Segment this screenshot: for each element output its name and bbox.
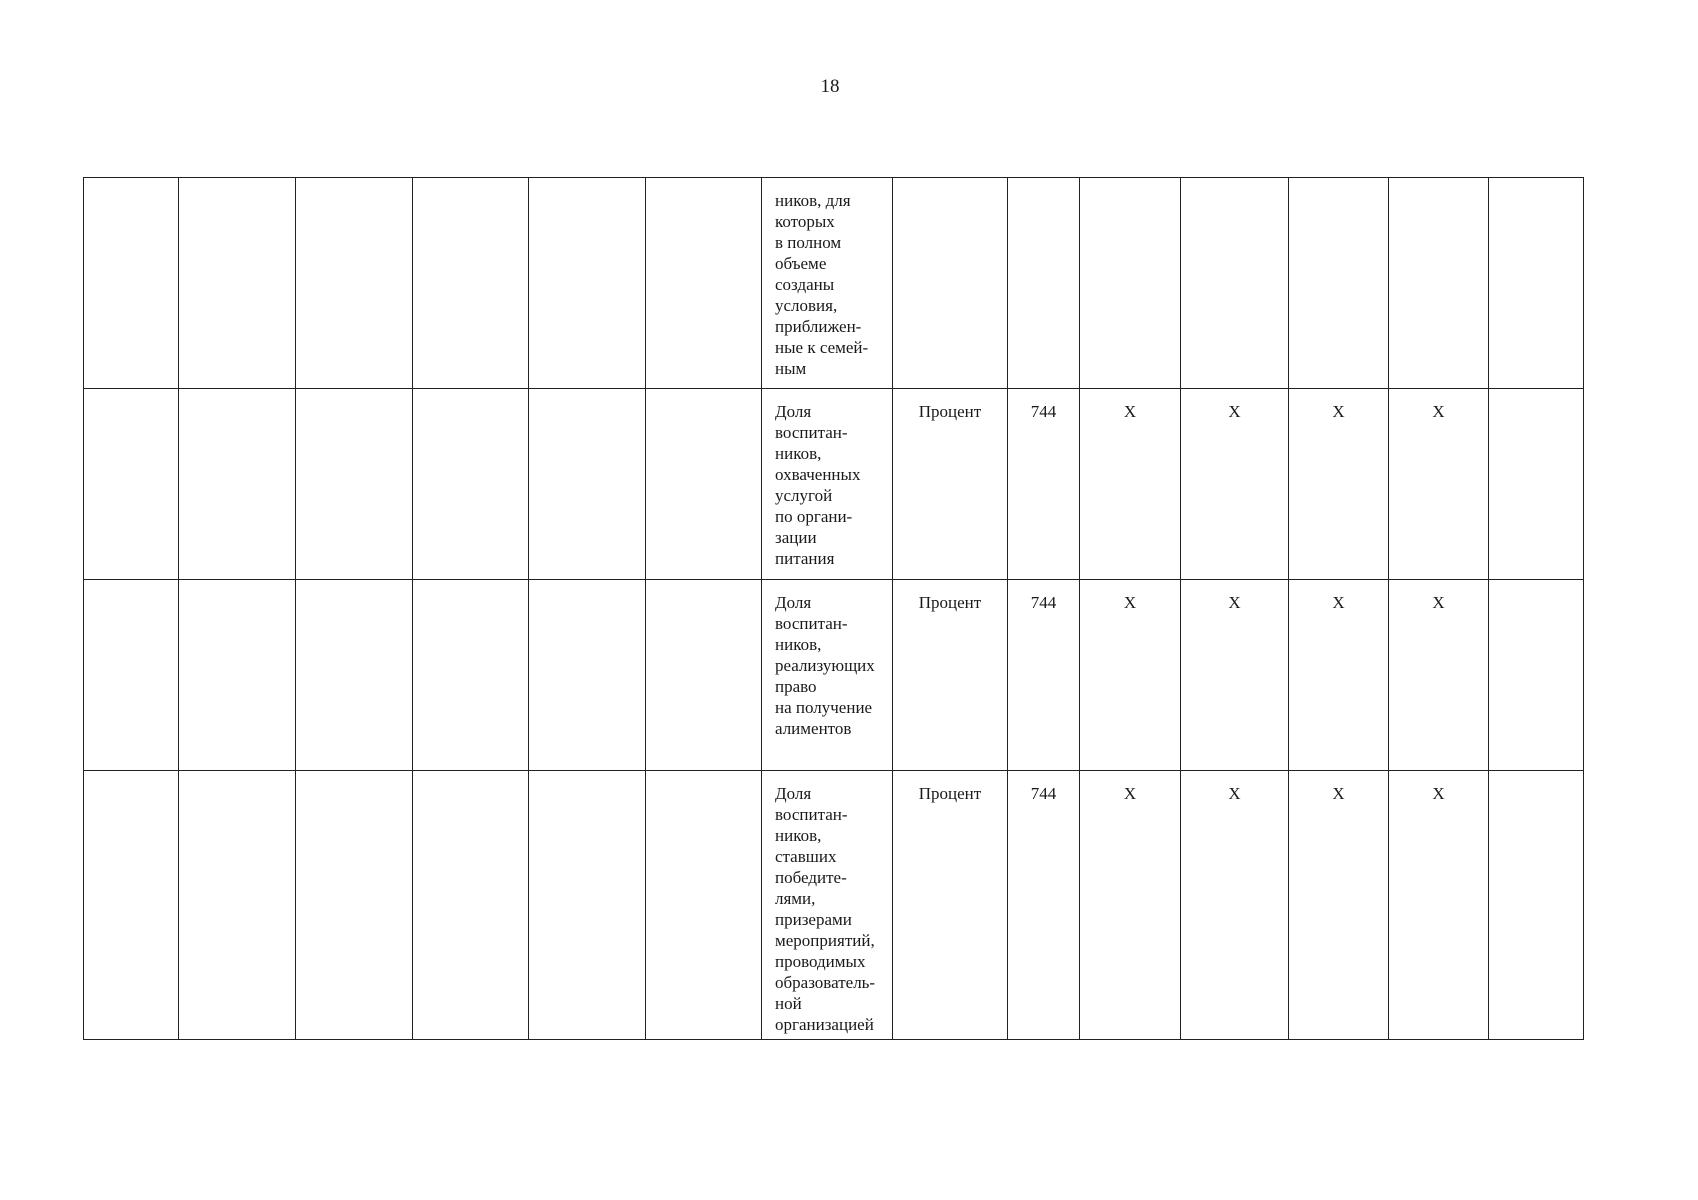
empty-cell xyxy=(646,178,762,389)
unit-cell: Процент xyxy=(893,771,1008,1040)
empty-cell xyxy=(529,580,646,771)
empty-cell xyxy=(1489,178,1584,389)
unit-cell: Процент xyxy=(893,389,1008,580)
empty-cell xyxy=(296,580,413,771)
value-cell: X xyxy=(1289,580,1389,771)
empty-cell xyxy=(84,389,179,580)
value-cell: X xyxy=(1181,771,1289,1040)
value-cell: X xyxy=(1389,389,1489,580)
value-cell: X xyxy=(1289,771,1389,1040)
empty-cell xyxy=(529,178,646,389)
empty-cell xyxy=(296,178,413,389)
empty-cell xyxy=(84,771,179,1040)
table-row xyxy=(84,771,1584,1040)
okei-code-cell: 744 xyxy=(1008,580,1080,771)
indicator-description: Доля воспитан- ников, реализующих право на получение алиментов xyxy=(762,580,893,771)
value-cell: X xyxy=(1181,389,1289,580)
empty-cell xyxy=(1489,771,1584,1040)
page-number: 18 xyxy=(820,76,840,97)
indicator-table xyxy=(83,177,1584,1040)
empty-cell xyxy=(646,389,762,580)
empty-cell xyxy=(179,389,296,580)
unit-cell: Процент xyxy=(893,580,1008,771)
value-cell: X xyxy=(1289,389,1389,580)
empty-cell xyxy=(646,771,762,1040)
okei-code-cell: 744 xyxy=(1008,389,1080,580)
value-cell xyxy=(1080,178,1181,389)
empty-cell xyxy=(1489,389,1584,580)
empty-cell xyxy=(529,771,646,1040)
empty-cell xyxy=(84,580,179,771)
indicator-description: Доля воспитан- ников, ставших победите- лями, призерами мероприятий, проводимых образователь- ной организацией xyxy=(762,771,893,1040)
okei-code-cell: 744 xyxy=(1008,771,1080,1040)
empty-cell xyxy=(413,178,529,389)
value-cell: X xyxy=(1080,580,1181,771)
value-cell: X xyxy=(1080,389,1181,580)
empty-cell xyxy=(529,389,646,580)
empty-cell xyxy=(1489,580,1584,771)
empty-cell xyxy=(413,580,529,771)
value-cell xyxy=(1181,178,1289,389)
empty-cell xyxy=(179,771,296,1040)
table-row xyxy=(84,178,1584,389)
value-cell xyxy=(1389,178,1489,389)
empty-cell xyxy=(179,580,296,771)
value-cell: X xyxy=(1181,580,1289,771)
value-cell xyxy=(1289,178,1389,389)
unit-cell xyxy=(893,178,1008,389)
indicator-description: ников, для которых в полном объеме созданы условия, приближен- ные к семей- ным xyxy=(762,178,893,389)
empty-cell xyxy=(179,178,296,389)
empty-cell xyxy=(296,389,413,580)
table-row xyxy=(84,580,1584,771)
table-row xyxy=(84,389,1584,580)
value-cell: X xyxy=(1080,771,1181,1040)
empty-cell xyxy=(646,580,762,771)
empty-cell xyxy=(413,389,529,580)
empty-cell xyxy=(413,771,529,1040)
empty-cell xyxy=(84,178,179,389)
value-cell: X xyxy=(1389,771,1489,1040)
okei-code-cell xyxy=(1008,178,1080,389)
empty-cell xyxy=(296,771,413,1040)
indicator-description: Доля воспитан- ников, охваченных услугой по органи- зации питания xyxy=(762,389,893,580)
value-cell: X xyxy=(1389,580,1489,771)
